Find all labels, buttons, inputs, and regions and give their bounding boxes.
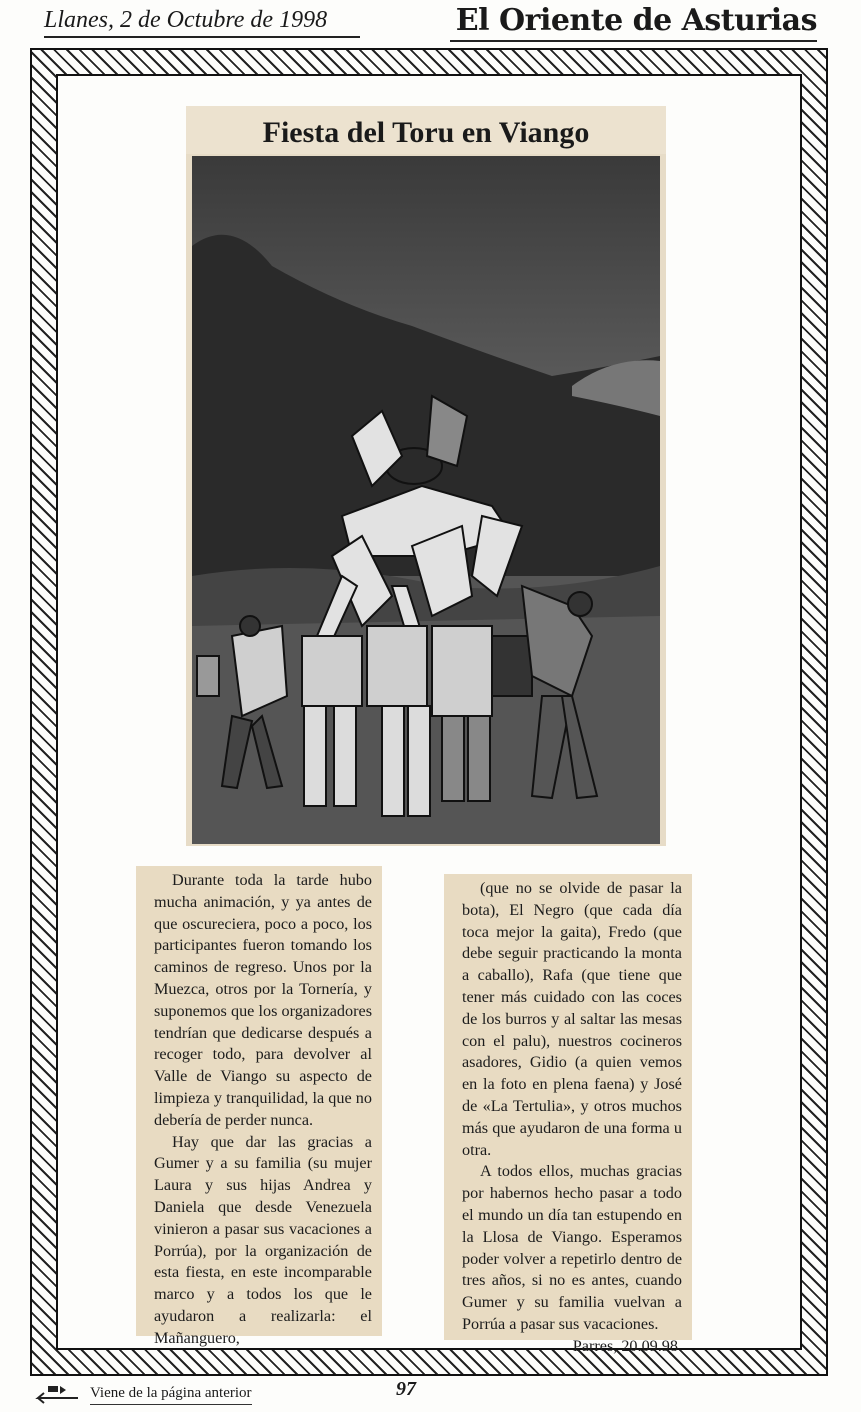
previous-page-label: Viene de la página anterior	[90, 1382, 252, 1405]
page-number: 97	[396, 1378, 416, 1400]
article-title: Fiesta del Toru en Viango	[186, 106, 666, 156]
article-column-right	[444, 874, 692, 1355]
article-signoff: Parres, 20.09.98	[572, 1336, 678, 1355]
article-photo	[186, 154, 666, 846]
paragraph: Hay que dar las gracias a Gumer y a su familia (su mujer Laura y sus hijas Andrea y Daniela que desde Venezuela vinieron a pasar sus vacaciones a Porrúa), por la organización de esta fiesta, en este incomparable marco y a todos los que le ayudaron a realizarla: el Mañanguero,	[154, 1132, 372, 1347]
newspaper-name: El Oriente de Asturias	[450, 2, 817, 42]
human-tower-photo-icon	[192, 156, 660, 844]
newspaper-date: Llanes, 2 de Octubre de 1998	[44, 4, 360, 38]
left-arrow-icon	[30, 1382, 82, 1404]
paragraph: A todos ellos, muchas gracias por habernos hecho pasar a todo el mundo un día tan estupendo en la Llosa de Viango. Esperamos poder volver a repetirlo dentro de tres años, si no es antes, cuando Gumer y su familia vuelvan a Porrúa a pasar sus vacaciones.	[462, 1162, 682, 1333]
previous-page-link[interactable]	[30, 1382, 310, 1404]
article-column-left	[136, 866, 382, 1347]
paragraph: Durante toda la tarde hubo mucha animación, y ya antes de que oscureciera, poco a poco, los participantes fueron tomando los caminos de regreso. Unos por la Muezca, otros por la Tornería, y suponemos que los organizadores tendrían que dedicarse después a recoger todo, para devolver al Valle de Viango su aspecto de limpieza y tranquilidad, la que no debería de perder nunca.	[154, 871, 372, 1129]
paragraph: (que no se olvide de pasar la bota), El Negro (que cada día toca mejor la gaita), Fredo (que debe seguir practicando la monta a caballo), Rafa (que tiene que tener más cuidado con las coces de los burros y al saltar las mesas con el palu), nuestros cocineros asadores, Gidio (a quien vemos en la foto en plena faena) y José de «La Tertulia», y otros muchos más que ayudaron de una forma u otra.	[462, 879, 682, 1159]
